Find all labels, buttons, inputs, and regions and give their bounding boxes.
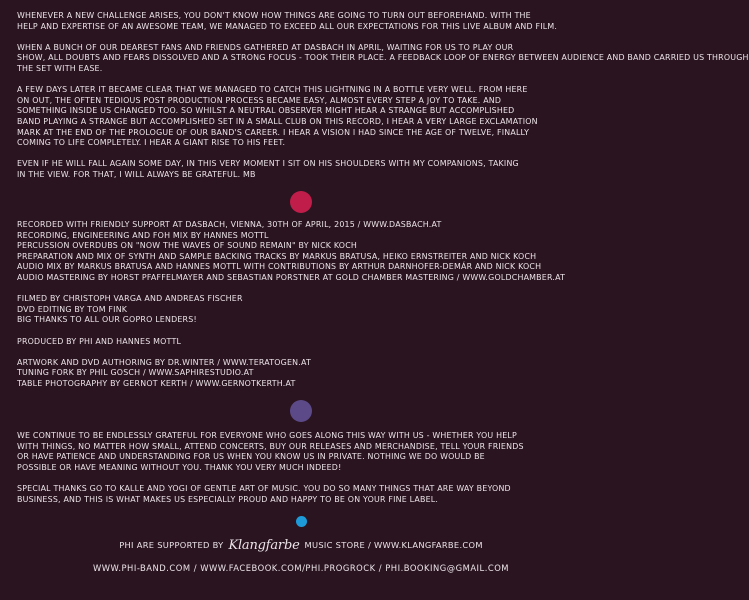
text-line: OR HAVE PATIENCE AND UNDERSTANDING FOR US WHEN YOU KNOW US IN PRIVATE. NOTHING WE DO WOULD BE xyxy=(17,452,485,462)
text-line: THE SET WITH EASE. xyxy=(17,63,103,73)
credit-line: PERCUSSION OVERDUBS ON "NOW THE WAVES OF SOUND REMAIN" BY NICK KOCH xyxy=(17,241,358,251)
text-line: WITH THINGS, NO MATTER HOW SMALL, ATTEND CONCERTS, BUY OUR RELEASES AND MERCHANDISE, TELL YOUR FRIENDS xyxy=(17,441,524,451)
text-line: POSSIBLE OR HAVE MEANING WITHOUT YOU. THANK YOU VERY MUCH INDEED! xyxy=(17,462,342,472)
credit-line: TUNING FORK BY PHIL GOSCH / WWW.SAPHIRESTUDIO.AT xyxy=(17,368,254,378)
thanks-paragraph-1 xyxy=(17,431,585,473)
credit-line: AUDIO MIX BY MARKUS BRATUSA AND HANNES MOTTL WITH CONTRIBUTIONS BY ARTHUR DARNHOFER-DEMÁR AND NICK KOCH xyxy=(17,262,542,272)
text-line: BAND PLAYING A STRANGE BUT ACCOMPLISHED SET IN A SMALL CLUB ON THIS RECORD, I HEAR A VERY LARGE EXCLAMATION xyxy=(17,116,538,126)
text-line: WE CONTINUE TO BE ENDLESSLY GRATEFUL FOR EVERYONE WHO GOES ALONG THIS WAY WITH US - WHETHER YOU HELP xyxy=(17,431,517,441)
film-credits xyxy=(17,294,585,326)
text-line: MARK AT THE END OF THE PROLOGUE OF OUR BAND'S CAREER. I HEAR A VISION I HAD SINCE THE AGE OF TWELVE, FINALLY xyxy=(17,127,530,137)
sponsor-line xyxy=(17,537,585,553)
recording-credits xyxy=(17,220,585,284)
credit-line: DVD EDITING BY TOM FINK xyxy=(17,304,128,314)
text-line: SOMETHING INSIDE US CHANGED TOO. SO WHILST A NEUTRAL OBSERVER MIGHT HEAR A STRANGE BUT ACCOMPLISHED xyxy=(17,106,515,116)
text-line: WHENEVER A NEW CHALLENGE ARISES, YOU DON'T KNOW HOW THINGS ARE GOING TO TURN OUT BEFOREHAND. WITH THE xyxy=(17,11,531,20)
credit-line: ARTWORK AND DVD AUTHORING BY DR.WINTER / WWW.TERATOGEN.AT xyxy=(17,357,311,367)
text-line: A FEW DAYS LATER IT BECAME CLEAR THAT WE MANAGED TO CATCH THIS LIGHTNING IN A BOTTLE VERY WELL. FROM HERE xyxy=(17,85,528,95)
credit-line: FILMED BY CHRISTOPH VARGA AND ANDREAS FISCHER xyxy=(17,294,243,304)
credit-line: BIG THANKS TO ALL OUR GOPRO LENDERS! xyxy=(17,315,197,325)
credit-line: PREPARATION AND MIX OF SYNTH AND SAMPLE BACKING TRACKS BY MARKUS BRATUSA, HEIKO ERNSTREITER AND NICK KOCH xyxy=(17,251,537,261)
credit-line: AUDIO MASTERING BY HORST PFAFFELMAYER AND SEBASTIAN PORSTNER AT GOLD CHAMBER MASTERING / WWW.GOLDCHAMBER.AT xyxy=(17,273,566,283)
intro-paragraph-1 xyxy=(17,11,585,32)
credit-line: TABLE PHOTOGRAPHY BY GERNOT KERTH / WWW.GERNOTKERTH.AT xyxy=(17,379,296,388)
sponsor-suffix: MUSIC STORE / WWW.KLANGFARBE.COM xyxy=(304,539,483,550)
text-line: WHEN A BUNCH OF OUR DEAREST FANS AND FRIENDS GATHERED AT DASBACH IN APRIL, WAITING FOR US TO PLAY OUR xyxy=(17,42,514,52)
production-credits xyxy=(17,337,585,348)
purple-circle-divider xyxy=(290,400,312,422)
contact-links: WWW.PHI-BAND.COM / WWW.FACEBOOK.COM/PHI.PROGROCK / PHI.BOOKING@GMAIL.COM xyxy=(92,562,510,573)
text-line: IN THE VIEW. FOR THAT, I WILL ALWAYS BE GRATEFUL. MB xyxy=(17,169,256,179)
text-line: EVEN IF HE WILL FALL AGAIN SOME DAY, IN THIS VERY MOMENT I SIT ON HIS SHOULDERS WITH MY COMPANIONS, TAKING xyxy=(17,159,519,169)
intro-paragraph-2 xyxy=(17,42,749,75)
text-line: ON OUT, THE OFTEN TEDIOUS POST PRODUCTION PROCESS BECAME EASY, ALMOST EVERY STEP A JOY TO TAKE. AND xyxy=(17,95,502,105)
text-line: SHOW, ALL DOUBTS AND FEARS DISSOLVED AND A STRONG FOCUS - TOOK THEIR PLACE. A FEEDBACK LOOP OF ENERGY BETWEEN AUDIENCE AND BAND CARRIED US THROUGH xyxy=(17,53,749,63)
text-line: HELP AND EXPERTISE OF AN AWESOME TEAM, WE MANAGED TO EXCEED ALL OUR EXPECTATIONS FOR THIS LIVE ALBUM AND FILM. xyxy=(17,21,558,31)
text-line: COMING TO LIFE COMPLETELY. I HEAR A GIANT RISE TO HIS FEET. xyxy=(17,138,286,148)
red-circle-divider xyxy=(290,191,312,213)
text-line: SPECIAL THANKS GO TO KALLE AND YOGI OF GENTLE ART OF MUSIC. YOU DO SO MANY THINGS THAT ARE WAY BEYOND xyxy=(17,484,511,494)
credit-line: PRODUCED BY PHI AND HANNES MOTTL xyxy=(17,336,182,346)
intro-paragraph-3 xyxy=(17,85,585,149)
artwork-credits xyxy=(17,358,585,390)
liner-notes xyxy=(17,11,749,573)
klangfarbe-logo: Klangfarbe xyxy=(228,537,300,553)
credit-line: RECORDING, ENGINEERING AND FOH MIX BY HANNES MOTTL xyxy=(17,230,269,240)
intro-paragraph-4 xyxy=(17,159,585,180)
sponsor-prefix: PHI ARE SUPPORTED BY xyxy=(119,539,224,550)
thanks-paragraph-2 xyxy=(17,484,585,505)
credit-line: RECORDED WITH FRIENDLY SUPPORT AT DASBACH, VIENNA, 30TH OF APRIL, 2015 / WWW.DASBACH.AT xyxy=(17,220,442,230)
blue-circle-divider xyxy=(296,516,307,527)
text-line: BUSINESS, AND THIS IS WHAT MAKES US ESPECIALLY PROUD AND HAPPY TO BE ON YOUR FINE LABEL. xyxy=(17,494,439,504)
